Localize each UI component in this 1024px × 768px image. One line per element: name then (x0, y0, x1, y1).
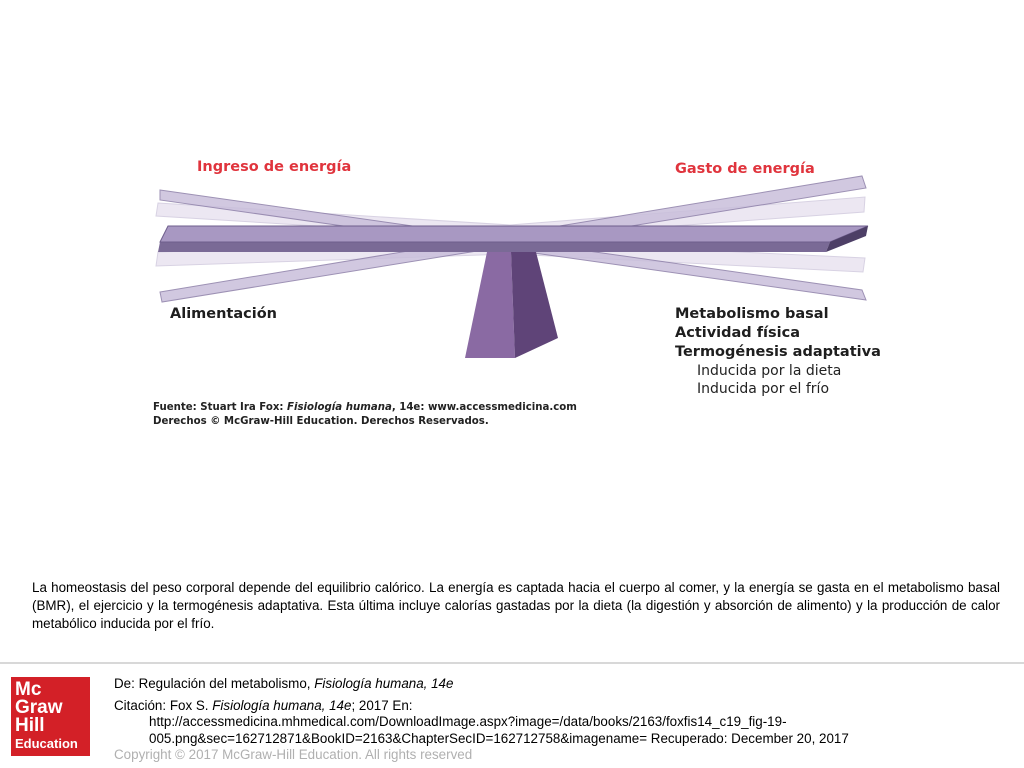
figure-source-line: Fuente: Stuart Ira Fox: Fisiología humana, 14e: www.accessmedicina.com (153, 402, 577, 413)
figure-rights-line: Derechos © McGraw-Hill Education. Derechos Reservados. (153, 416, 489, 427)
label-adaptive-thermogenesis: Termogénesis adaptativa (675, 344, 881, 360)
citation-url-line-1: http://accessmedicina.mhmedical.com/DownloadImage.aspx?image=/data/books/2163/foxfis14_c19_fig-19- (149, 714, 787, 729)
label-energy-intake: Ingreso de energía (197, 159, 352, 175)
label-cold-induced: Inducida por el frío (697, 381, 830, 397)
label-diet-induced: Inducida por la dieta (697, 363, 842, 379)
label-basal-metabolism: Metabolismo basal (675, 306, 829, 322)
energy-balance-figure (150, 148, 881, 430)
copyright-notice: Copyright © 2017 McGraw-Hill Education. All rights reserved (114, 747, 473, 762)
label-food-intake: Alimentación (170, 306, 277, 322)
footer-divider (0, 662, 1024, 664)
plank-level (158, 226, 868, 252)
fulcrum (465, 252, 558, 358)
label-physical-activity: Actividad física (675, 325, 800, 341)
citation-line: Citación: Fox S. Fisiología humana, 14e; 2017 En: (114, 698, 413, 713)
mcgraw-hill-logo: Mc Graw Hill Education (11, 677, 90, 756)
label-energy-expenditure: Gasto de energía (675, 161, 815, 177)
source-chapter-line: De: Regulación del metabolismo, Fisiología humana, 14e (114, 676, 454, 691)
citation-url-line-2: 005.png&sec=162712871&BookID=2163&ChapterSecID=162712758&imagename= Recuperado: December 20, 2017 (149, 731, 849, 746)
figure-caption: La homeostasis del peso corporal depende del equilibrio calórico. La energía es captada hacia el cuerpo al comer, y la energía se gasta en el metabolismo basal (BMR), el ejercicio y la termogénesis adaptativa. Esta última incluye calorías gastadas por la dieta (la digestión y absorción de alimento) y la producción de calor metabólico inducida por el frío. (32, 580, 1000, 631)
